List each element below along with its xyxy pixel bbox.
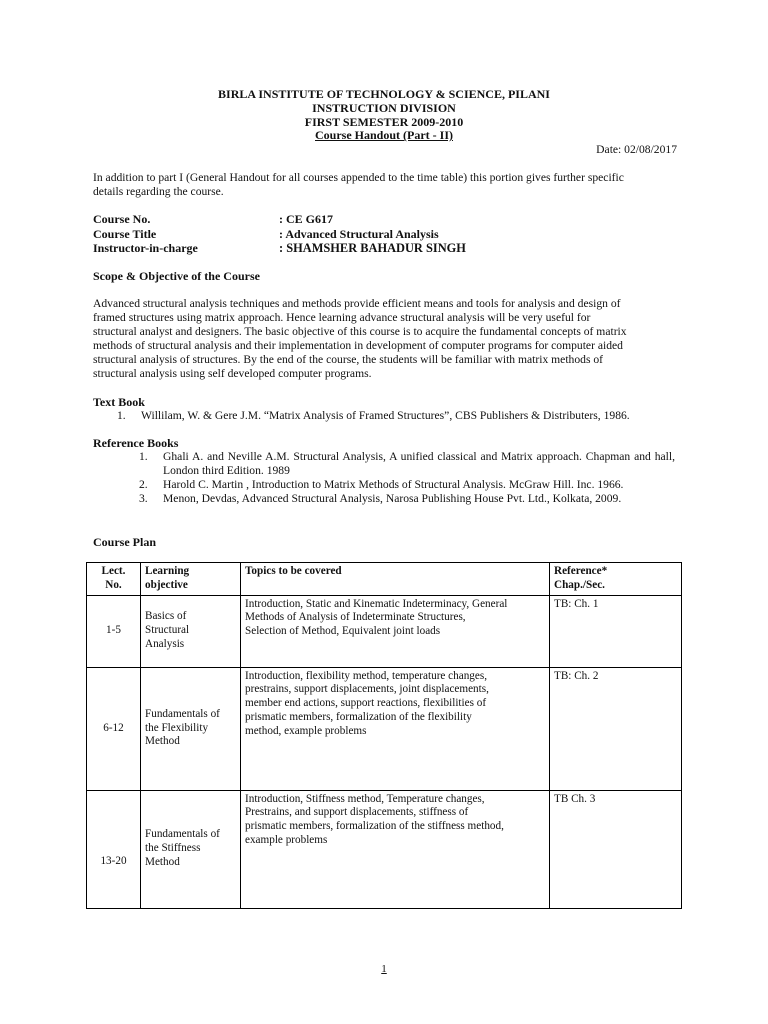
reference-cell: TB: Ch. 1 [550,595,682,667]
book-citation: Willilam, W. & Gere J.M. “Matrix Analysis of Framed Structures”, CBS Publishers & Distributers, 1986. [141,409,630,422]
topics-cell [241,790,550,908]
list-number: 1. [139,450,148,463]
cell-line: Method [145,855,180,868]
cell-line: Introduction, flexibility method, temperature changes, [245,669,488,682]
course-plan-heading: Course Plan [93,535,156,549]
scope-line: Advanced structural analysis techniques and methods provide efficient means and tools for analysis and design of [93,297,621,310]
column-header-lecture [87,563,141,596]
table-header-row [87,563,682,596]
instructor-row [93,241,683,256]
book-citation: Harold C. Martin , Introduction to Matrix Methods of Structural Analysis. McGraw Hill. Inc. 1966. [163,478,624,491]
intro-paragraph [93,171,675,199]
header-text: objective [145,578,188,591]
scope-line: structural analyst and designers. The basic objective of this course is to acquire the fundamental concepts of matrix [93,325,627,338]
header-text: Reference* [554,565,608,577]
header-text: Learning [145,565,190,577]
header-text: Chap./Sec. [554,578,605,591]
header-text: No. [105,578,122,591]
cell-line: example problems [245,833,328,846]
course-info [93,212,683,256]
cell-line: Method [145,735,180,748]
intro-line: In addition to part I (General Handout for all courses appended to the time table) this portion gives further specific [93,171,624,184]
course-number-label: Course No. [93,212,151,226]
topics-cell [241,595,550,667]
column-header-topics [241,563,550,596]
lecture-cell: 6-12 [87,667,141,790]
cell-line: prismatic members, formalization of the stiffness method, [245,820,504,833]
institute-name: BIRLA INSTITUTE OF TECHNOLOGY & SCIENCE, PILANI [218,87,550,101]
objective-cell [141,667,241,790]
column-header-objective [141,563,241,596]
course-title-label: Course Title [93,226,157,241]
page-number: 1 [381,963,387,975]
scope-heading: Scope & Objective of the Course [93,269,260,283]
division-name: INSTRUCTION DIVISION [312,100,456,115]
cell-line: Introduction, Stiffness method, Temperature changes, [245,792,485,805]
cell-line: the Flexibility [145,721,209,734]
cell-line: Fundamentals of [145,828,220,841]
instructor-value: : SHAMSHER BAHADUR SINGH [279,241,466,255]
course-number-row [93,212,683,227]
course-number-value: : CE G617 [279,212,333,226]
cell-line: method, example problems [245,724,367,737]
handout-title: Course Handout (Part - II) [315,128,453,143]
list-number: 2. [139,478,148,491]
list-number: 3. [139,492,148,505]
cell-line: the Stiffness [145,842,201,855]
reference-cell: TB Ch. 3 [550,790,682,908]
cell-line: Fundamentals of [145,707,220,720]
table-row [87,595,682,667]
book-citation: Ghali A. and Neville A.M. Structural Analysis, A unified classical and Matrix approach. Chapman and hall, London third Edition. 1989 [163,450,675,477]
scope-paragraph [93,297,675,381]
cell-line: Basics of [145,610,187,623]
list-item [139,450,675,478]
semester-label: FIRST SEMESTER 2009-2010 [304,114,464,129]
topics-cell [241,667,550,790]
scope-line: methods of structural analysis and their implementation in development of computer programs for computer aided [93,339,623,352]
text-book-list [117,409,687,423]
intro-line: details regarding the course. [93,185,224,198]
course-plan-table [86,562,682,909]
list-item [139,492,675,506]
instructor-label: Instructor-in-charge [93,241,198,255]
table-row [87,667,682,790]
cell-line: Selection of Method, Equivalent joint loads [245,625,441,638]
cell-line: member end actions, support reactions, flexibilities of [245,697,487,710]
list-item [117,409,687,423]
header-text: Lect. [101,565,126,577]
list-item [139,478,675,492]
course-title-row [93,227,683,242]
document-date: Date: 02/08/2017 [596,143,677,156]
scope-line: structural analysis of structures. By the end of the course, the students will be familiar with matrix methods of [93,353,604,366]
document-header [0,88,768,143]
objective-cell [141,790,241,908]
lecture-cell: 1-5 [87,595,141,667]
reference-books-heading: Reference Books [93,436,179,450]
cell-line: Methods of Analysis of Indeterminate Structures, [245,611,466,624]
objective-cell [141,595,241,667]
list-number: 1. [117,409,126,422]
cell-line: prismatic members, formalization of the flexibility [245,710,472,723]
scope-line: framed structures using matrix approach. Hence learning advance structural analysis will be very useful for [93,311,591,324]
table-row [87,790,682,908]
course-title-value: : Advanced Structural Analysis [279,226,439,241]
cell-line: Analysis [145,637,185,650]
reference-cell: TB: Ch. 2 [550,667,682,790]
book-citation: Menon, Devdas, Advanced Structural Analysis, Narosa Publishing House Pvt. Ltd., Kolkata, 2009. [163,492,622,505]
scope-line: structural analysis using self developed computer programs. [93,367,372,380]
column-header-reference [550,563,682,596]
header-text: Topics to be covered [245,565,342,577]
cell-line: Introduction, Static and Kinematic Indeterminacy, General [245,597,508,610]
lecture-cell: 13-20 [87,790,141,908]
cell-line: Structural [145,624,190,637]
cell-line: prestrains, support displacements, joint displacements, [245,683,489,696]
reference-books-list [139,450,675,506]
text-book-heading: Text Book [93,395,145,409]
cell-line: Prestrains, and support displacements, stiffness of [245,806,469,819]
